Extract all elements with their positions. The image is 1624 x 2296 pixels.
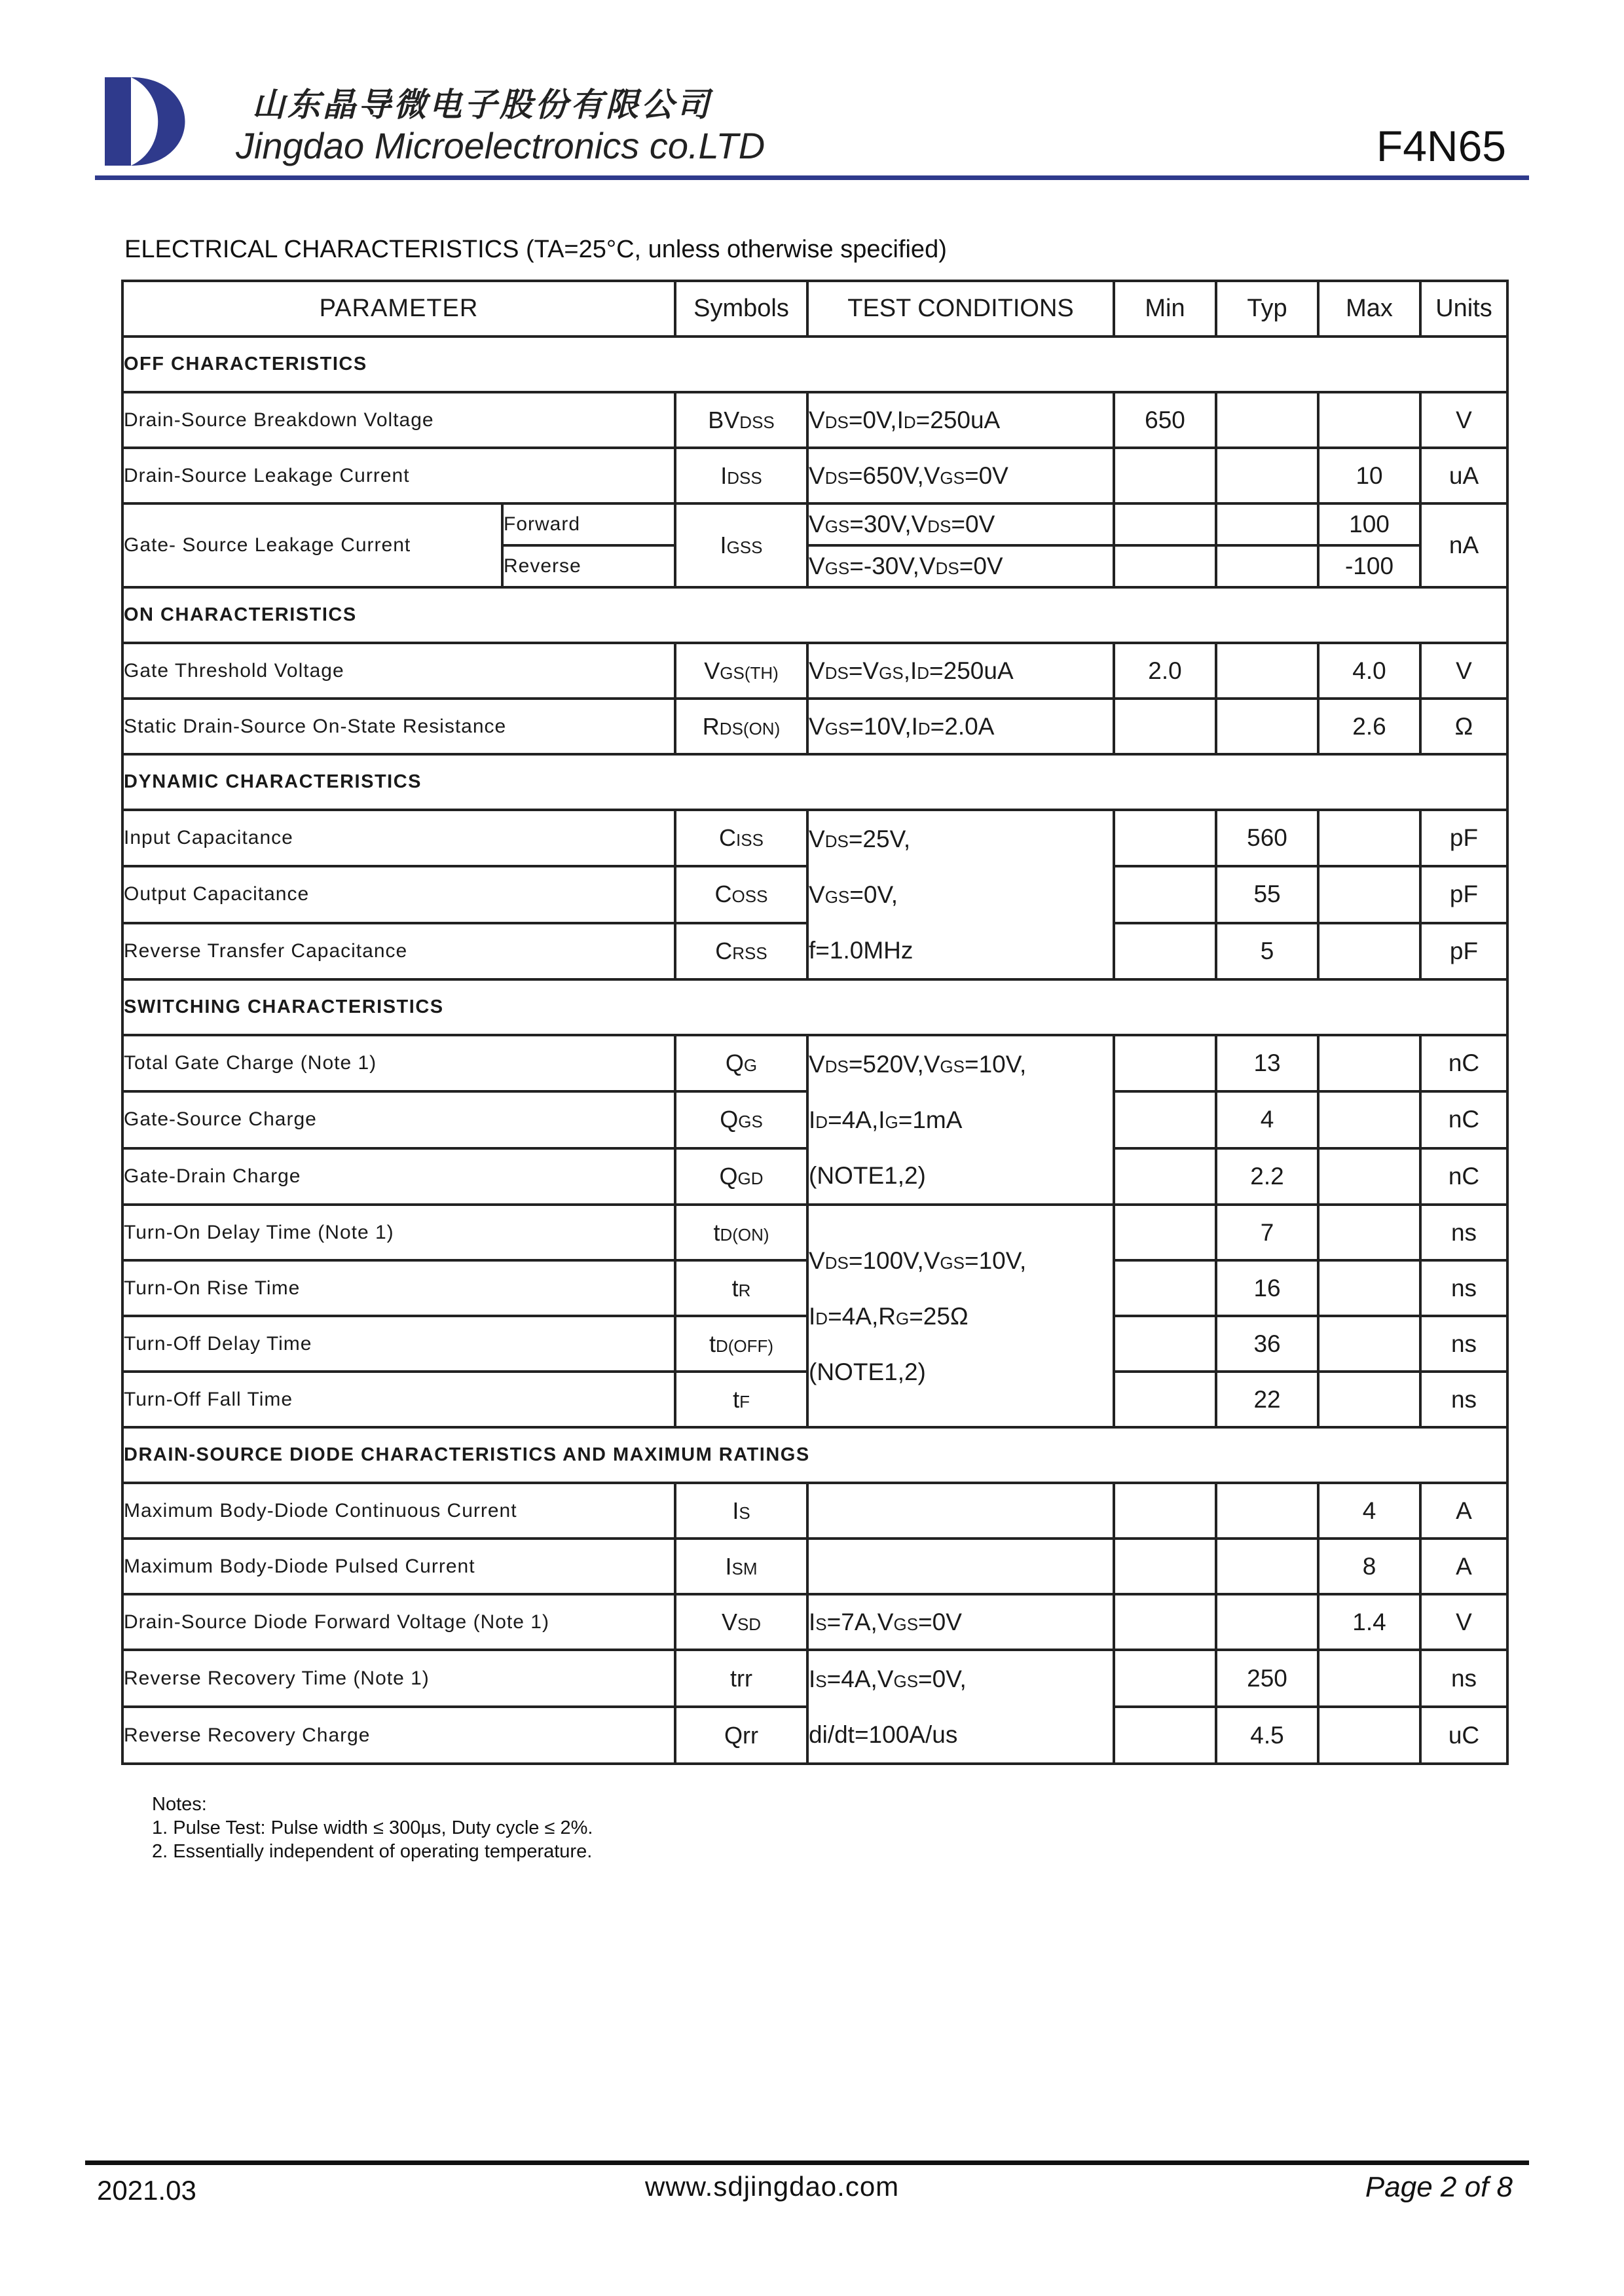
condition-line: f=1.0MHz [809,937,913,964]
section-switching-title: SWITCHING CHARACTERISTICS [122,979,1507,1035]
max-value [1318,1372,1420,1427]
min-value [1114,1205,1216,1260]
unit: V [1420,1594,1507,1650]
max-value [1318,810,1420,866]
symbol: tD(OFF) [675,1316,807,1372]
condition-line: (NOTE1,2) [809,1162,926,1189]
test-condition [807,810,1114,979]
symbol: IGSS [675,503,807,587]
sub-param-reverse: Reverse [502,545,675,587]
table-row [122,1205,1507,1260]
min-value [1114,1316,1216,1372]
symbol: Qrr [675,1707,807,1764]
table-row [122,643,1507,699]
test-condition: VGS=10V,ID=2.0A [807,699,1114,754]
test-condition [807,1539,1114,1594]
param-name: Gate-Drain Charge [122,1148,675,1205]
unit: A [1420,1539,1507,1594]
max-value: 4.0 [1318,643,1420,699]
max-value [1318,1707,1420,1764]
footer-page-number: Page 2 of 8 [1365,2171,1513,2203]
typ-value: 36 [1216,1316,1318,1372]
test-condition [807,1483,1114,1539]
min-value: 2.0 [1114,643,1216,699]
symbol: ISM [675,1539,807,1594]
company-name-chinese: 山东晶导微电子股份有限公司 [252,86,712,124]
min-value [1114,1148,1216,1205]
typ-value: 55 [1216,866,1318,922]
typ-value: 13 [1216,1035,1318,1091]
condition-line: (NOTE1,2) [809,1358,926,1385]
param-name: Gate-Source Charge [122,1091,675,1148]
condition-line: ID=4A,IG=1mA [809,1106,963,1133]
param-name: Drain-Source Leakage Current [122,448,675,503]
condition-line: VGS=0V, [809,881,898,908]
footer-date: 2021.03 [97,2175,196,2206]
unit: uC [1420,1707,1507,1764]
sub-param-forward: Forward [502,503,675,545]
unit: ns [1420,1205,1507,1260]
param-name: Reverse Recovery Charge [122,1707,675,1764]
table-row [122,392,1507,448]
param-name: Static Drain-Source On-State Resistance [122,699,675,754]
unit: nC [1420,1148,1507,1205]
param-name: Maximum Body-Diode Continuous Current [122,1483,675,1539]
table-row [122,1594,1507,1650]
param-name: Turn-On Delay Time (Note 1) [122,1205,675,1260]
min-value [1114,1707,1216,1764]
company-logo [105,71,203,169]
typ-value: 5 [1216,923,1318,979]
typ-value: 560 [1216,810,1318,866]
header-divider [95,175,1529,180]
min-value: 650 [1114,392,1216,448]
max-value [1318,1035,1420,1091]
section-diode-title: DRAIN-SOURCE DIODE CHARACTERISTICS AND MAXIMUM RATINGS [122,1427,1507,1483]
unit: ns [1420,1650,1507,1707]
typ-value: 7 [1216,1205,1318,1260]
header-parameter: PARAMETER [122,281,675,337]
symbol: trr [675,1650,807,1707]
notes-title: Notes: [152,1794,207,1815]
unit: pF [1420,866,1507,922]
typ-value: 250 [1216,1650,1318,1707]
section-off-title: OFF CHARACTERISTICS [122,337,1507,392]
test-condition: VDS=VGS,ID=250uA [807,643,1114,699]
typ-value: 2.2 [1216,1148,1318,1205]
param-name: Total Gate Charge (Note 1) [122,1035,675,1091]
symbol: BVDSS [675,392,807,448]
min-value [1114,1260,1216,1316]
section-title: ELECTRICAL CHARACTERISTICS (TA=25°C, unless otherwise specified) [124,236,947,263]
table-row [122,1035,1507,1091]
param-name: Drain-Source Diode Forward Voltage (Note 1) [122,1594,675,1650]
min-value [1114,1650,1216,1707]
symbol: tR [675,1260,807,1316]
max-value: 2.6 [1318,699,1420,754]
note-2: 2. Essentially independent of operating temperature. [152,1841,593,1862]
test-condition [807,1650,1114,1764]
max-value: 8 [1318,1539,1420,1594]
min-value [1114,1372,1216,1427]
unit: pF [1420,810,1507,866]
table-row [122,1650,1507,1707]
unit: A [1420,1483,1507,1539]
param-name: Turn-Off Fall Time [122,1372,675,1427]
symbol: tF [675,1372,807,1427]
test-condition: IS=7A,VGS=0V [807,1594,1114,1650]
min-value [1114,923,1216,979]
max-value [1318,1316,1420,1372]
typ-value [1216,1483,1318,1539]
unit: nC [1420,1035,1507,1091]
typ-value [1216,448,1318,503]
param-name: Reverse Recovery Time (Note 1) [122,1650,675,1707]
typ-value [1216,1539,1318,1594]
unit: uA [1420,448,1507,503]
typ-value: 4 [1216,1091,1318,1148]
unit: ns [1420,1372,1507,1427]
unit: pF [1420,923,1507,979]
min-value [1114,448,1216,503]
param-name: Input Capacitance [122,810,675,866]
typ-value: 22 [1216,1372,1318,1427]
typ-value: 16 [1216,1260,1318,1316]
typ-value [1216,1594,1318,1650]
condition-line: VDS=100V,VGS=10V, [809,1247,1027,1274]
condition-line: ID=4A,RG=25Ω [809,1302,969,1330]
unit: nA [1420,503,1507,587]
max-value: 100 [1318,503,1420,545]
footer-website: www.sdjingdao.com [645,2171,900,2202]
typ-value [1216,503,1318,545]
symbol: RDS(ON) [675,699,807,754]
note-1: 1. Pulse Test: Pulse width ≤ 300µs, Duty cycle ≤ 2%. [152,1817,593,1838]
test-condition: VDS=0V,ID=250uA [807,392,1114,448]
param-name: Turn-On Rise Time [122,1260,675,1316]
table-row [122,503,1507,545]
condition-line: VDS=520V,VGS=10V, [809,1051,1027,1078]
section-on-title: ON CHARACTERISTICS [122,587,1507,643]
table-row [122,699,1507,754]
typ-value [1216,643,1318,699]
table-row [122,1483,1507,1539]
test-condition: VDS=650V,VGS=0V [807,448,1114,503]
param-name: Reverse Transfer Capacitance [122,923,675,979]
max-value [1318,866,1420,922]
max-value: 4 [1318,1483,1420,1539]
condition-line: IS=4A,VGS=0V, [809,1666,967,1692]
min-value [1114,1483,1216,1539]
max-value [1318,1260,1420,1316]
section-row [122,337,1507,392]
min-value [1114,1594,1216,1650]
test-condition: VGS=30V,VDS=0V [807,503,1114,545]
param-name: Drain-Source Breakdown Voltage [122,392,675,448]
param-name: Gate Threshold Voltage [122,643,675,699]
max-value [1318,392,1420,448]
max-value [1318,923,1420,979]
symbol: QGD [675,1148,807,1205]
symbol: CRSS [675,923,807,979]
header-units: Units [1420,281,1507,337]
notes-block [152,1793,593,1863]
header-min: Min [1114,281,1216,337]
param-name: Maximum Body-Diode Pulsed Current [122,1539,675,1594]
symbol: QG [675,1035,807,1091]
param-name: Turn-Off Delay Time [122,1316,675,1372]
symbol: COSS [675,866,807,922]
company-name-english: Jingdao Microelectronics co.LTD [236,125,766,166]
param-name: Gate- Source Leakage Current [122,503,502,587]
symbol: VGS(TH) [675,643,807,699]
footer-divider [85,2160,1529,2165]
min-value [1114,699,1216,754]
param-name: Output Capacitance [122,866,675,922]
header-max: Max [1318,281,1420,337]
header-test-conditions: TEST CONDITIONS [807,281,1114,337]
test-condition [807,1205,1114,1427]
electrical-characteristics-table [121,280,1509,1765]
section-row [122,1427,1507,1483]
max-value [1318,1205,1420,1260]
max-value [1318,1148,1420,1205]
table-header-row [122,281,1507,337]
min-value [1114,866,1216,922]
section-row [122,587,1507,643]
max-value [1318,1650,1420,1707]
unit: V [1420,643,1507,699]
section-row [122,979,1507,1035]
min-value [1114,545,1216,587]
condition-line: di/dt=100A/us [809,1721,958,1748]
unit: ns [1420,1316,1507,1372]
max-value: 10 [1318,448,1420,503]
symbol: QGS [675,1091,807,1148]
symbol: CISS [675,810,807,866]
max-value [1318,1091,1420,1148]
min-value [1114,810,1216,866]
typ-value: 4.5 [1216,1707,1318,1764]
unit: ns [1420,1260,1507,1316]
min-value [1114,1539,1216,1594]
table-row [122,448,1507,503]
table-row [122,1539,1507,1594]
unit: V [1420,392,1507,448]
max-value: -100 [1318,545,1420,587]
test-condition [807,1035,1114,1205]
unit: Ω [1420,699,1507,754]
symbol: IDSS [675,448,807,503]
min-value [1114,1035,1216,1091]
min-value [1114,1091,1216,1148]
header-symbols: Symbols [675,281,807,337]
part-number: F4N65 [1376,122,1506,170]
typ-value [1216,699,1318,754]
symbol: IS [675,1483,807,1539]
symbol: tD(ON) [675,1205,807,1260]
max-value: 1.4 [1318,1594,1420,1650]
symbol: VSD [675,1594,807,1650]
condition-line: VDS=25V, [809,826,911,852]
section-row [122,754,1507,810]
section-dynamic-title: DYNAMIC CHARACTERISTICS [122,754,1507,810]
typ-value [1216,392,1318,448]
test-condition: VGS=-30V,VDS=0V [807,545,1114,587]
unit: nC [1420,1091,1507,1148]
min-value [1114,503,1216,545]
typ-value [1216,545,1318,587]
header-typ: Typ [1216,281,1318,337]
table-row [122,810,1507,866]
